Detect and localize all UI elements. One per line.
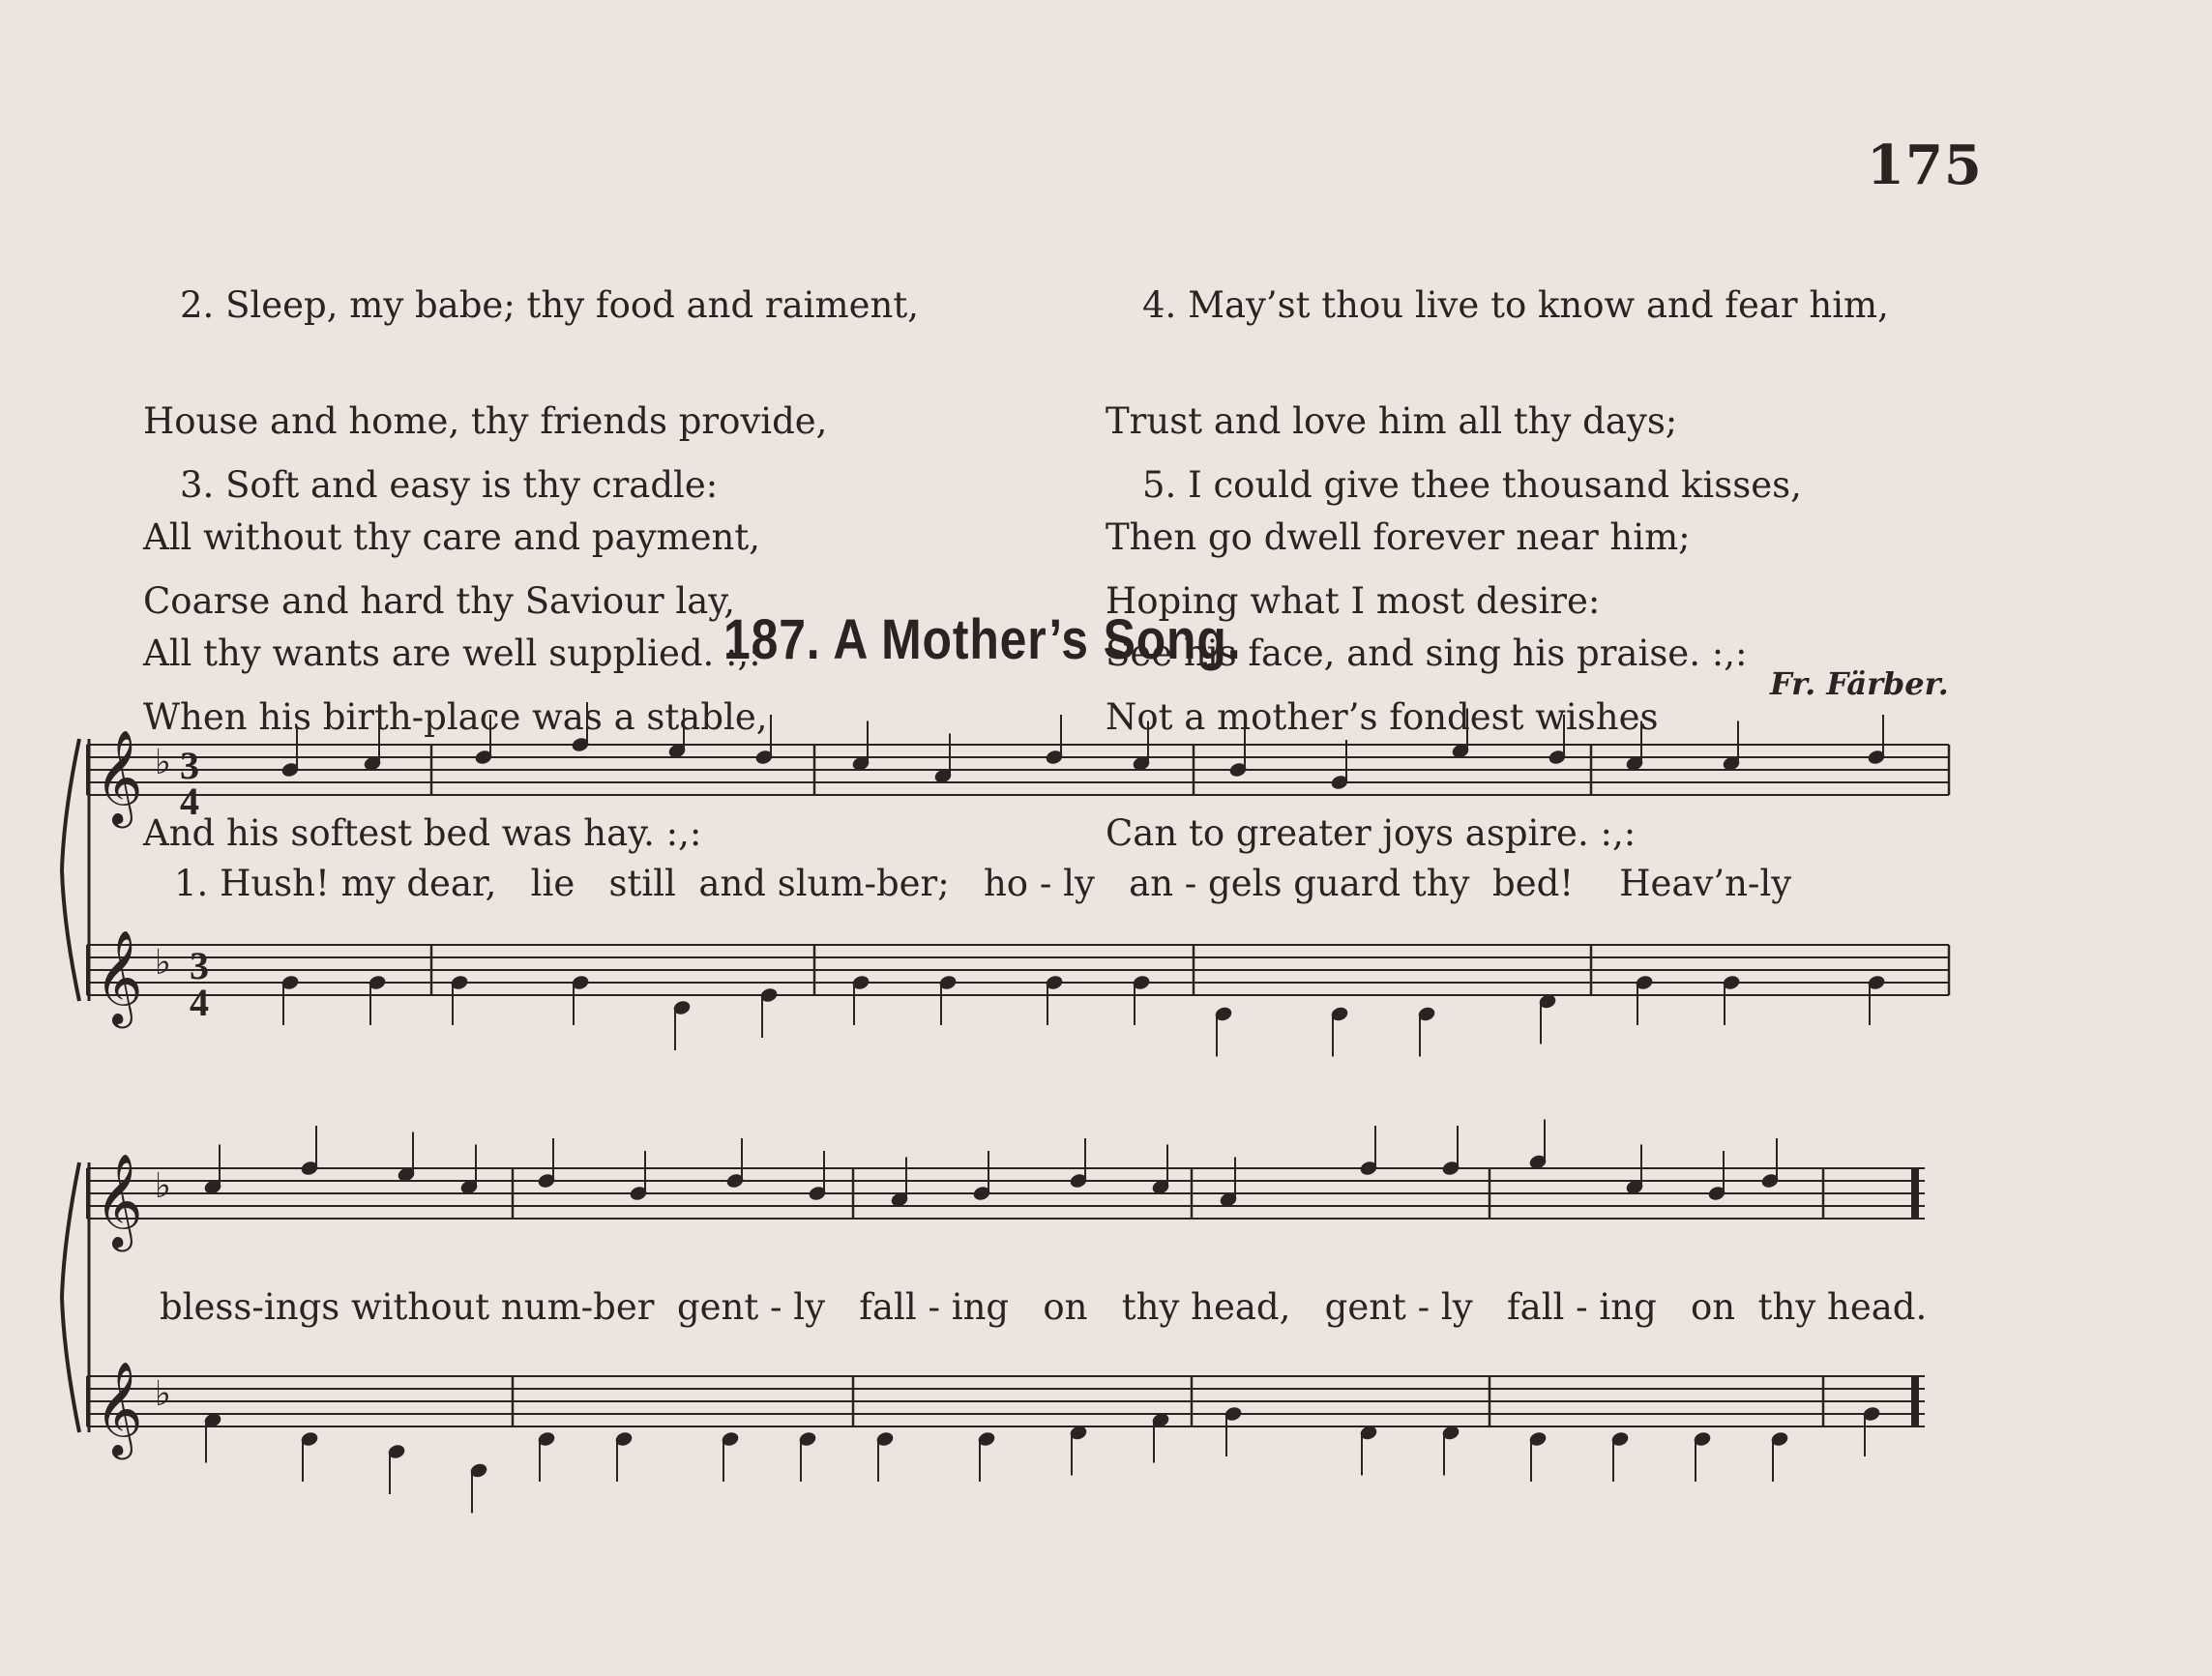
flat-sign: ♭ bbox=[155, 1166, 171, 1206]
verse-line: Trust and love him all thy days; bbox=[1106, 400, 1678, 442]
lyrics-line-1: 1. Hush! my dear, lie still and slum-ber; ho - ly an - gels guard thy bed! Heav’n-ly bbox=[174, 863, 1792, 904]
verse-line: 2. Sleep, my babe; thy food and raiment, bbox=[180, 284, 919, 326]
verse-line: Then go dwell forever near him; bbox=[1106, 516, 1691, 558]
flat-sign: ♭ bbox=[155, 1374, 171, 1414]
verse-line: 3. Soft and easy is thy cradle: bbox=[180, 464, 719, 506]
system-brace bbox=[62, 1162, 79, 1432]
time-signature-top: 3 bbox=[190, 944, 209, 987]
treble-clef: 𝄞 bbox=[95, 729, 143, 824]
verse-line: Hoping what I most desire: bbox=[1106, 580, 1601, 622]
verse-line: When his birth-place was a stable, bbox=[143, 696, 768, 738]
time-signature-bottom: 4 bbox=[190, 981, 209, 1024]
verse-line: See his face, and sing his praise. :,: bbox=[1106, 632, 1748, 674]
verse-line: House and home, thy friends provide, bbox=[143, 400, 828, 442]
treble-clef: 𝄞 bbox=[95, 929, 143, 1024]
flat-sign: ♭ bbox=[155, 943, 171, 983]
system-brace bbox=[62, 739, 79, 1001]
time-signature-top: 3 bbox=[180, 744, 199, 787]
treble-clef: 𝄞 bbox=[95, 1153, 143, 1248]
verse-line: All thy wants are well supplied. :,: bbox=[143, 632, 761, 674]
lyrics-line-2: bless-ings without num-ber gent - ly fall - ing on thy head, gent - ly fall - ing on thy head. bbox=[160, 1286, 1928, 1328]
verse-line: 4. May’st thou live to know and fear him, bbox=[1142, 284, 1889, 326]
page-number: 175 bbox=[1867, 133, 1983, 197]
verse-line: Not a mother’s fondest wishes bbox=[1106, 696, 1659, 738]
verse-line: All without thy care and payment, bbox=[143, 516, 760, 558]
hymn-title: 187. A Mother’s Song. bbox=[723, 608, 1242, 671]
flat-sign: ♭ bbox=[155, 743, 171, 782]
verse-line: 5. I could give thee thousand kisses, bbox=[1142, 464, 1802, 506]
treble-clef: 𝄞 bbox=[95, 1361, 143, 1455]
composer-name: Fr. Färber. bbox=[1770, 665, 1949, 702]
verse-line: Coarse and hard thy Saviour lay, bbox=[143, 580, 736, 622]
time-signature-bottom: 4 bbox=[180, 779, 199, 823]
verse-line: Can to greater joys aspire. :,: bbox=[1106, 812, 1637, 854]
verse-line: And his softest bed was hay. :,: bbox=[143, 812, 702, 854]
